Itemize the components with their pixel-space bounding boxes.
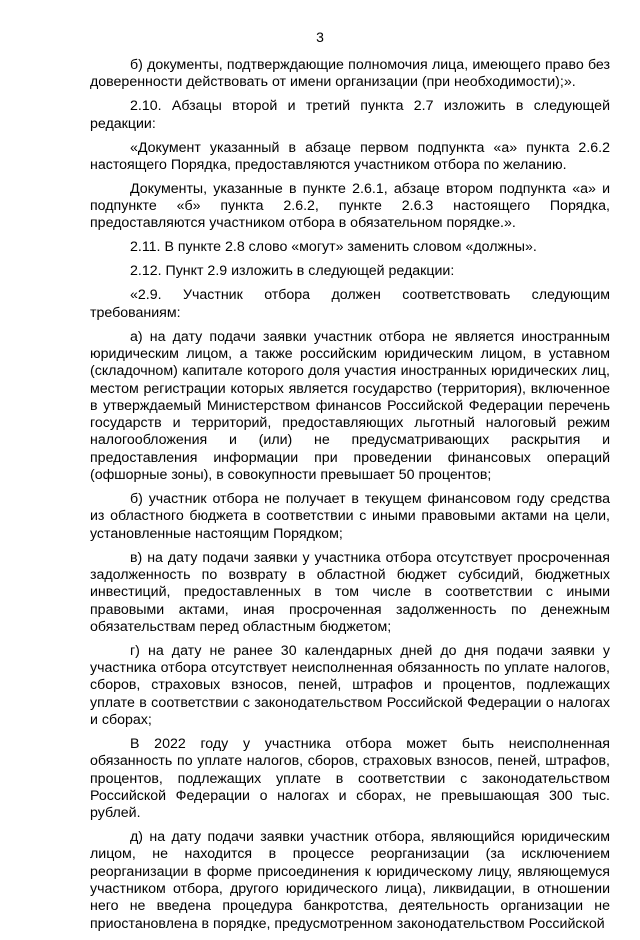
paragraph-document-optional: «Документ указанный в абзаце первом подпункта «а» пункта 2.6.2 настоящего Порядка, предоставляются участником отбора по желанию.: [90, 139, 610, 173]
requirement-b: б) участник отбора не получает в текущем финансовом году средства из областного бюджета в соответствии с иными правовыми актами на цели, установленные настоящим Порядком;: [90, 491, 610, 542]
paragraph-2022-exception: В 2022 году у участника отбора может быть неисполненная обязанность по уплате налогов, сборов, страховых взносов, пеней, штрафов, процентов, подлежащих уплате в соответствии с законодательством Российской Федерации о налогах и сборах, не превышающая 300 тыс. рублей.: [90, 735, 610, 822]
requirement-g: г) на дату не ранее 30 календарных дней до дня подачи заявки у участника отбора отсутствует неисполненная обязанность по уплате налогов, сборов, страховых взносов, пеней, штрафов и процентов, подлежащих уплате в соответствии с законодательством Российской Федерации о налогах и сборах;: [90, 642, 610, 728]
requirement-a: а) на дату подачи заявки участник отбора не является иностранным юридическим лицом, а также российским юридическим лицом, в уставном (складочном) капитале которого доля участия иностранных юридических лиц, местом регистрации которых является государство (территория), включенное в утверждаемый Министерством финансов Российской Федерации перечень государств и территорий, предоставляющих льготный налоговый режим налогообложения и (или) не предусматривающих раскрытия и предоставления информации при проведении финансовых операций (офшорные зоны), в совокупности превышает 50 процентов;: [90, 328, 610, 484]
paragraph-documents-mandatory: Документы, указанные в пункте 2.6.1, абзаце втором подпункта «а» и подпункте «б» пункта 2.6.2, пункте 2.6.3 настоящего Порядка, предоставляются участником отбора в обязательном порядке.».: [90, 180, 610, 232]
paragraph-2-12: 2.12. Пункт 2.9 изложить в следующей редакции:: [130, 263, 455, 280]
page-number: 3: [316, 29, 324, 45]
paragraph-2-11: 2.11. В пункте 2.8 слово «могут» заменить словом «должны».: [130, 239, 537, 256]
paragraph-2-9-heading: «2.9. Участник отбора должен соответствовать следующим требованиям:: [90, 287, 610, 321]
requirement-v: в) на дату подачи заявки у участника отбора отсутствует просроченная задолженность по возврату в областной бюджет субсидий, бюджетных инвестиций, предоставленных в том числе в соответствии с иными правовыми актами, иная просроченная задолженность по денежным обязательствам перед областным бюджетом;: [90, 549, 610, 635]
paragraph-documents-b: б) документы, подтверждающие полномочия лица, имеющего право без доверенности действовать от имени организации (при необходимости);».: [90, 57, 610, 91]
paragraph-2-10: 2.10. Абзацы второй и третий пункта 2.7 изложить в следующей редакции:: [90, 98, 610, 132]
requirement-d: д) на дату подачи заявки участник отбора, являющийся юридическим лицом, не находится в процессе реорганизации (за исключением реорганизации в форме присоединения к юридическому лицу, являющемуся участником отбора, другого юридического лица), ликвидации, в отношении него не введена процедура банкротства, деятельность организации не приостановлена в порядке, предусмотренном законодательством Российской: [90, 829, 610, 932]
document-body: [90, 57, 610, 940]
